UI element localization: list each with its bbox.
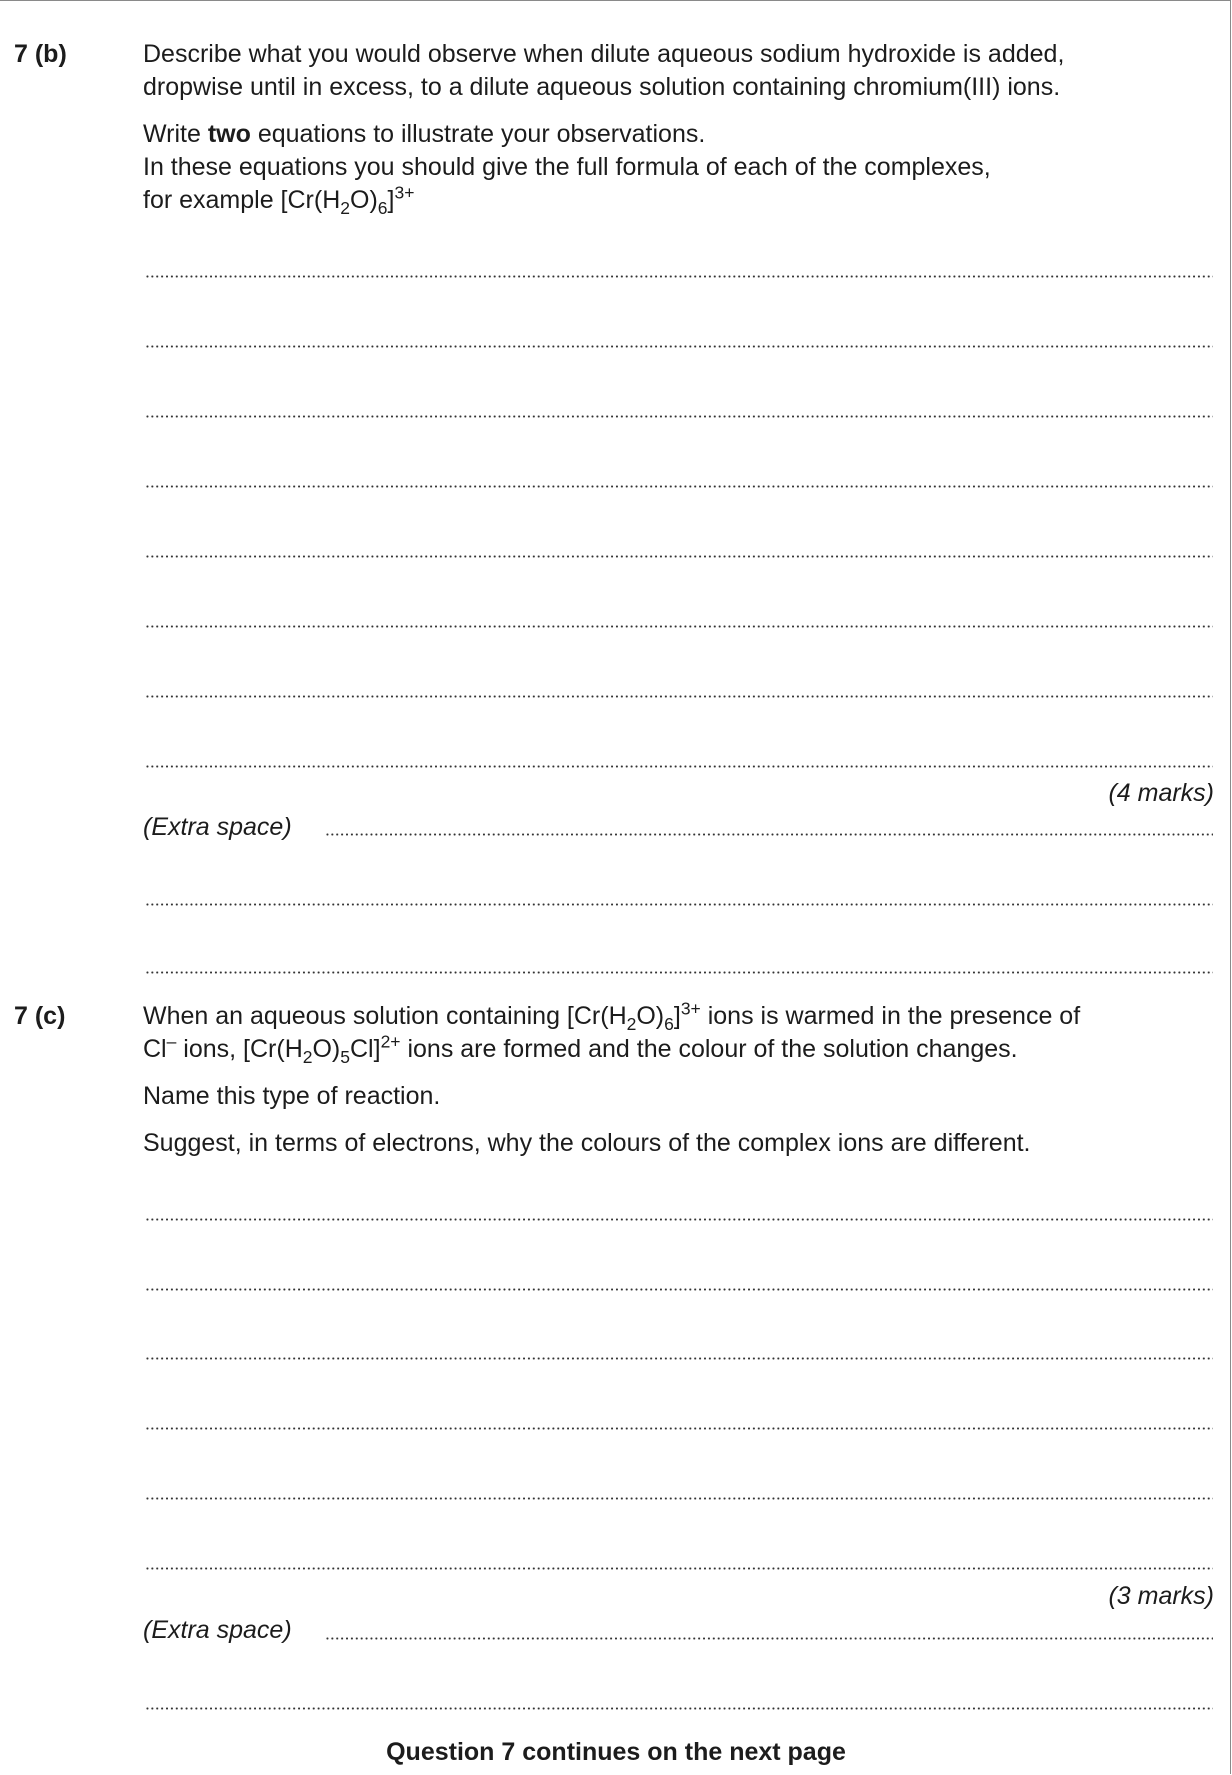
answer-line[interactable] xyxy=(145,485,1213,488)
extra-answer-line[interactable] xyxy=(325,1637,1213,1640)
question-7b-number: 7 (b) xyxy=(14,40,67,68)
q7b-marks: (4 marks) xyxy=(1108,779,1214,807)
q7b-line-1: Describe what you would observe when dilute aqueous sodium hydroxide is added, xyxy=(143,40,1065,68)
q7c-suggest-instruction: Suggest, in terms of electrons, why the colours of the complex ions are different. xyxy=(143,1129,1031,1157)
answer-line[interactable] xyxy=(145,625,1213,628)
q7c-line-2: Cl– ions, $[Cr(H_2O)_5Cl]^{2+}$ ions are formed and the colour of the solution changes. xyxy=(143,1031,1018,1067)
q7b-line-2: dropwise until in excess, to a dilute aqueous solution containing chromium(III) ions. xyxy=(143,73,1061,101)
extra-answer-line[interactable] xyxy=(145,1707,1213,1710)
answer-line[interactable] xyxy=(145,1497,1213,1500)
q7b-line-4: In these equations you should give the full formula of each of the complexes, xyxy=(143,153,991,181)
extra-answer-line[interactable] xyxy=(325,833,1213,836)
question-7b-text xyxy=(143,38,1223,217)
q7b-extra-space-label: (Extra space) xyxy=(143,813,292,841)
q7c-extra-space-label: (Extra space) xyxy=(143,1616,292,1644)
extra-answer-line[interactable] xyxy=(145,903,1213,906)
answer-line[interactable] xyxy=(145,555,1213,558)
answer-line[interactable] xyxy=(145,1357,1213,1360)
page-footer: Question 7 continues on the next page xyxy=(386,1738,846,1766)
answer-line[interactable] xyxy=(145,1288,1213,1291)
q7c-line-1: When an aqueous solution containing $[Cr(H_2O)_6]^{3+}$ ions is warmed in the presence of xyxy=(143,998,1081,1034)
answer-line[interactable] xyxy=(145,765,1213,768)
q7b-example: for example $[Cr(H_2O)_6]^{3+}$ xyxy=(143,182,415,218)
answer-line[interactable] xyxy=(145,695,1213,698)
answer-line[interactable] xyxy=(145,1218,1213,1221)
answer-line[interactable] xyxy=(145,415,1213,418)
q7c-marks: (3 marks) xyxy=(1108,1582,1214,1610)
answer-line[interactable] xyxy=(145,345,1213,348)
q7c-name-instruction: Name this type of reaction. xyxy=(143,1082,441,1110)
question-7c-text xyxy=(143,1000,1223,1160)
answer-line[interactable] xyxy=(145,1427,1213,1430)
q7b-instruction: Write two equations to illustrate your observations. xyxy=(143,120,706,148)
answer-line[interactable] xyxy=(145,1567,1213,1570)
extra-answer-line[interactable] xyxy=(145,971,1213,974)
answer-line[interactable] xyxy=(145,275,1213,278)
question-7c-number: 7 (c) xyxy=(14,1002,66,1030)
